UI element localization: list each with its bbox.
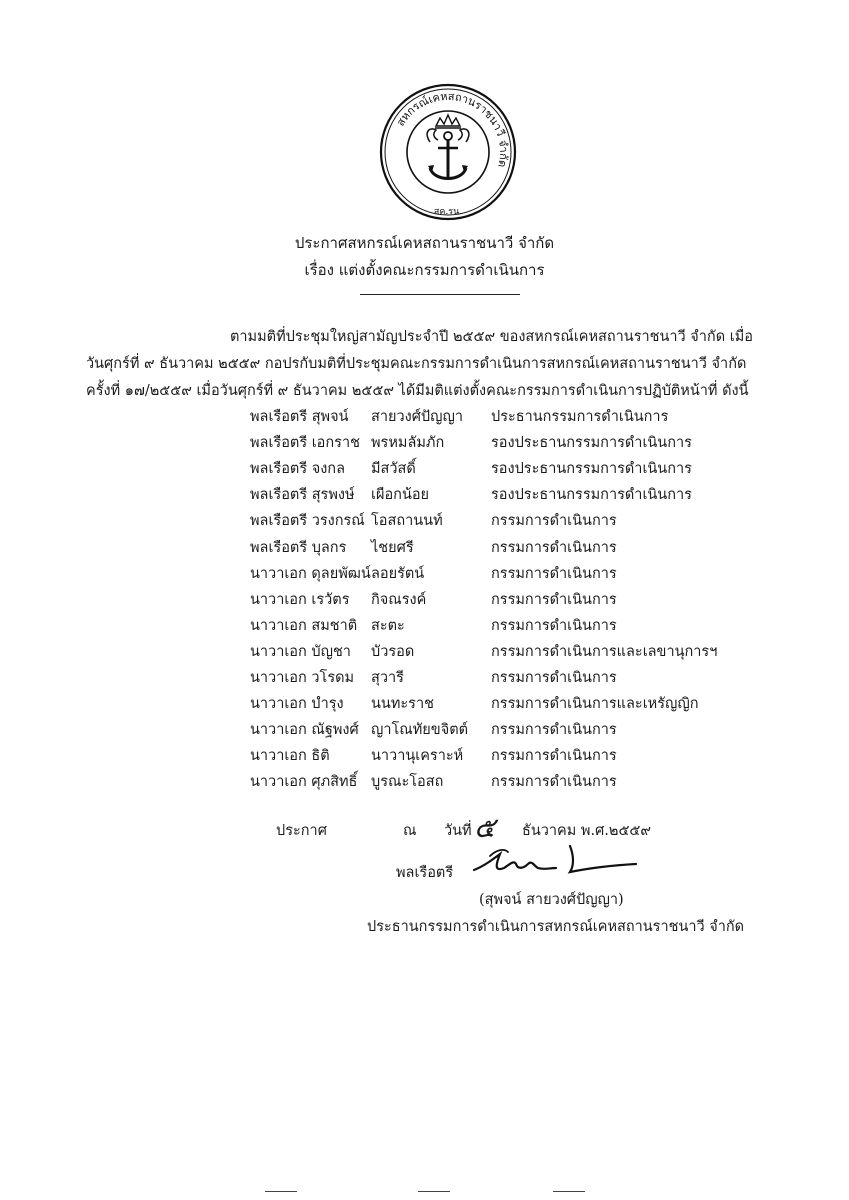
title-underline (360, 294, 520, 295)
member-position: กรรมการดำเนินการ (491, 566, 617, 582)
member-position: กรรมการดำเนินการและเลขานุการฯ (491, 644, 718, 660)
member-surname: สะตะ (371, 618, 405, 634)
member-surname: นาวานุเคราะห์ (371, 748, 464, 764)
member-name: นาวาเอก วโรดม (250, 670, 355, 686)
member-name: พลเรือตรี สุรพงษ์ (250, 487, 355, 503)
member-name: นาวาเอก ศุภสิทธิ์ (250, 774, 358, 790)
member-position: กรรมการดำเนินการ (491, 513, 617, 529)
member-position: กรรมการดำเนินการ (491, 670, 617, 686)
member-surname: สุวารี (371, 670, 404, 686)
member-name: นาวาเอก สมชาติ (250, 618, 358, 634)
member-surname: ญาโณทัยขจิตต์ (371, 722, 469, 738)
member-name: พลเรือตรี สุพจน์ (250, 409, 349, 425)
member-surname: ลอยรัตน์ (371, 566, 425, 582)
signer-rank: พลเรือตรี (396, 865, 454, 881)
member-name: นาวาเอก เรวัตร (250, 592, 350, 608)
member-name: นาวาเอก ณัฐพงศ์ (250, 722, 359, 738)
month-year: ธันวาคม พ.ศ.๒๕๕๙ (522, 823, 652, 839)
member-surname: นนทะราช (371, 696, 434, 712)
member-surname: กิจณรงค์ (371, 592, 427, 608)
member-name: พลเรือตรี เอกราช (250, 435, 360, 451)
member-position: กรรมการดำเนินการ (491, 618, 617, 634)
member-position: รองประธานกรรมการดำเนินการ (491, 461, 692, 477)
member-surname: เผือกน้อย (371, 487, 430, 503)
signer-full-name: (สุพจน์ สายวงศ์ปัญญา) (479, 892, 624, 908)
handwritten-day-number: ๕ (474, 811, 496, 844)
member-position: กรรมการดำเนินการและเหรัญญิก (491, 696, 699, 712)
member-name: นาวาเอก ดุลยพัฒน์ (250, 566, 371, 582)
member-name: พลเรือตรี บุลกร (250, 540, 347, 556)
document-subject: เรื่อง แต่งตั้งคณะกรรมการดำเนินการ (304, 261, 545, 279)
body-line-2: วันศุกร์ที่ ๙ ธันวาคม ๒๕๕๙ กอปรกับมติที่ประชุมคณะกรรมการดำเนินการสหกรณ์เคหสถานราชนาวี จำกัด (86, 356, 747, 372)
document-title: ประกาศสหกรณ์เคหสถานราชนาวี จำกัด (294, 234, 555, 252)
member-surname: บัวรอด (371, 644, 415, 660)
member-position: กรรมการดำเนินการ (491, 774, 617, 790)
footer-mark (418, 1191, 450, 1192)
day-label: วันที่ (444, 823, 472, 839)
member-surname: สายวงศ์ปัญญา (371, 409, 463, 425)
seal-abbreviation: สค.รน. (433, 207, 463, 217)
member-surname: บูรณะโอสถ (371, 774, 444, 790)
member-surname: มีสวัสดิ์ (371, 461, 416, 477)
member-position: รองประธานกรรมการดำเนินการ (491, 435, 692, 451)
member-position: กรรมการดำเนินการ (491, 540, 617, 556)
at-label: ณ (403, 823, 417, 839)
signer-title: ประธานกรรมการดำเนินการสหกรณ์เคหสถานราชนาวี จำกัด (367, 919, 745, 935)
member-position: กรรมการดำเนินการ (491, 722, 617, 738)
body-line-1: ตามมติที่ประชุมใหญ่สามัญประจำปี ๒๕๕๙ ของสหกรณ์เคหสถานราชนาวี จำกัด เมื่อ (230, 329, 753, 345)
member-position: ประธานกรรมการดำเนินการ (491, 409, 669, 425)
member-surname: ไชยศรี (371, 540, 414, 556)
member-name: พลเรือตรี จงกล (250, 461, 345, 477)
member-name: นาวาเอก บัญชา (250, 644, 351, 660)
member-name: นาวาเอก บำรุง (250, 696, 344, 712)
member-name: พลเรือตรี วรงกรณ์ (250, 513, 365, 529)
announced-label: ประกาศ (276, 823, 327, 839)
member-surname: พรหมลัมภัก (371, 435, 445, 451)
seal-ring-text: สหกรณ์เคหสถานราชนาวี จำกัด (393, 89, 511, 169)
footer-mark (553, 1191, 585, 1192)
member-position: รองประธานกรรมการดำเนินการ (491, 487, 692, 503)
body-line-3: ครั้งที่ ๑๗/๒๕๕๙ เมื่อวันศุกร์ที่ ๙ ธันวาคม ๒๕๕๙ ได้มีมติแต่งตั้งคณะกรรมการดำเนินการปฏิบัติหน้าที่ ดังนี้ (86, 383, 749, 399)
member-position: กรรมการดำเนินการ (491, 592, 617, 608)
footer-mark (265, 1191, 297, 1192)
member-name: นาวาเอก ธิติ (250, 748, 330, 764)
cooperative-seal-logo (378, 82, 518, 222)
handwritten-signature (470, 842, 640, 882)
member-position: กรรมการดำเนินการ (491, 748, 617, 764)
member-surname: โอสถานนท์ (371, 513, 443, 529)
